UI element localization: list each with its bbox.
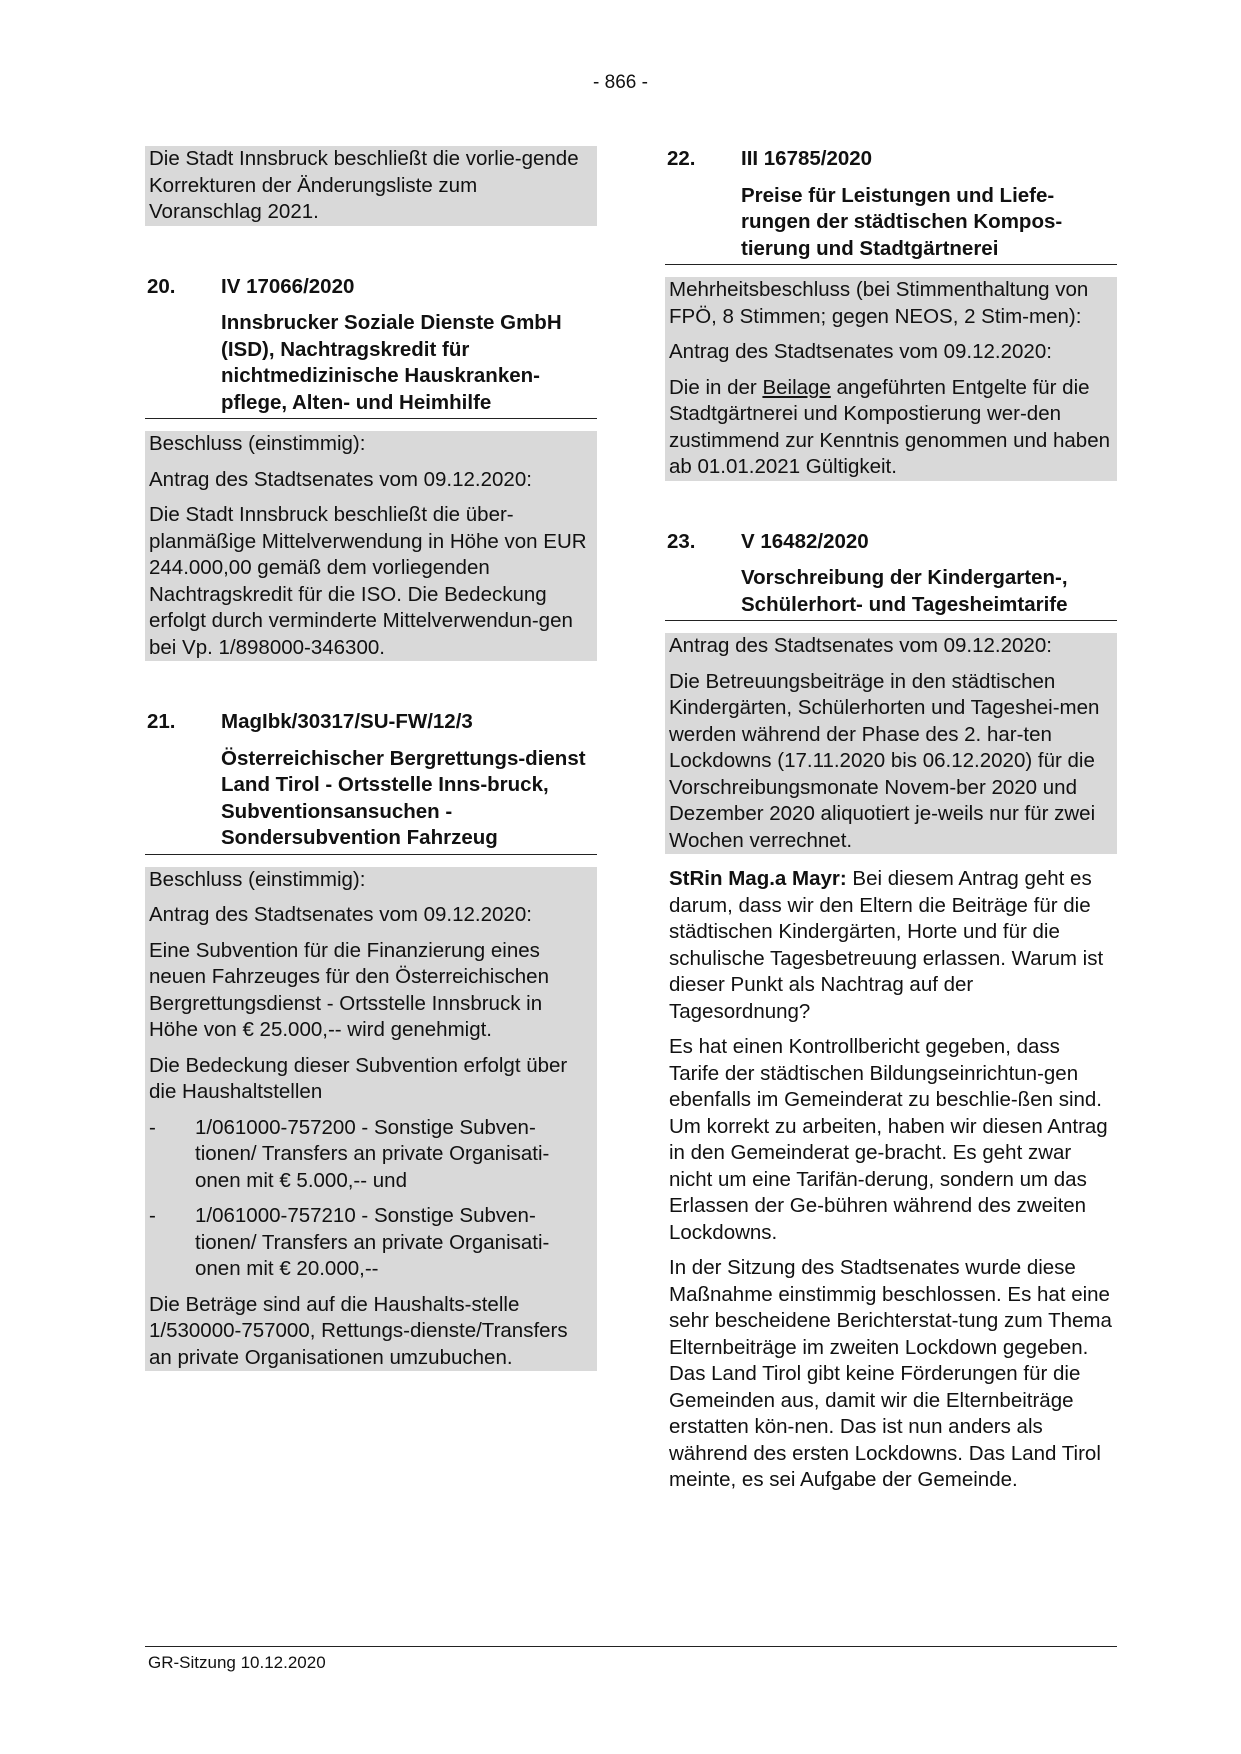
speech-1-text: Bei diesem Antrag geht es darum, dass wir den Eltern die Beiträge für die städtischen Kindergärten, Horte und für die schulische Tagesbetreuung erlassen. Warum ist dieser Punkt als Nachtrag auf der Tagesordnung? (669, 867, 1104, 1023)
footer-session: GR-Sitzung 10.12.2020 (148, 1653, 326, 1672)
list-item-text: 1/061000-757200 - Sonstige Subven-tionen/ Transfers an private Organisati-onen mit € 5.000,-- und (195, 1115, 550, 1192)
item-22 (665, 146, 1117, 481)
item-22-ref: III 16785/2020 (741, 147, 873, 170)
item-23-heading (665, 529, 1117, 556)
item-21-text-3: Die Beträge sind auf die Haushalts-stelle 1/530000-757000, Rettungs-dienste/Transfers an private Organisationen umzubuchen. (149, 1292, 568, 1369)
item-21-number: 21. (147, 710, 176, 733)
item-22-decision: Mehrheitsbeschluss (bei Stimmenthaltung von FPÖ, 8 Stimmen; gegen NEOS, 2 Stim-men): (669, 278, 1089, 328)
item-23 (665, 529, 1117, 1494)
right-column (665, 146, 1117, 1494)
item-23-text: Die Betreuungsbeiträge in den städtischen Kindergärten, Schülerhorten und Tageshei-men werden während der Phase des 2. har-ten Lockdowns (17.11.2020 bis 06.12.2020) für die Vorschreibungsmonate Novem-ber 2020 und Dezember 2020 aliquotiert je-weils nur für zwei Wochen verrechnet. (669, 669, 1100, 852)
page-number: - 866 - (593, 72, 648, 93)
item-23-motion: Antrag des Stadtsenates vom 09.12.2020: (669, 634, 1052, 657)
item-21-title: Österreichischer Bergrettungs-dienst Land Tirol - Ortsstelle Inns-bruck, Subventionsansuchen - Sondersubvention Fahrzeug (145, 746, 597, 855)
footer-divider (145, 1646, 1117, 1647)
item-20-ref: IV 17066/2020 (221, 274, 355, 298)
speech-3: In der Sitzung des Stadtsenates wurde diese Maßnahme einstimmig beschlossen. Es hat eine sehr bescheidene Berichterstat-tung zum Thema Elternbeiträge im zweiten Lockdown gegeben. Das Land Tirol gibt keine Förderungen für die Gemeinden aus, damit wir die Elternbeiträge erstatten kön-nen. Das ist nun anders als während des ersten Lockdowns. Das Land Tirol meinte, es sei Aufgabe der Gemeinde. (669, 1256, 1112, 1491)
item-21-account-list (145, 1115, 597, 1283)
speech-1 (665, 866, 1117, 1025)
beilage-link[interactable]: Beilage (762, 375, 831, 399)
item-20-number: 20. (147, 274, 176, 298)
item-22-heading (665, 146, 1117, 173)
item-22-motion: Antrag des Stadtsenates vom 09.12.2020: (669, 340, 1052, 363)
item-20-decision: Beschluss (einstimmig): (149, 432, 366, 455)
dash-bullet: - (149, 1204, 156, 1227)
item-23-title: Vorschreibung der Kindergarten-, Schülerhort- und Tagesheimtarife (665, 565, 1117, 621)
item-21-heading (145, 709, 597, 736)
item-21 (145, 709, 597, 1371)
item-22-body (665, 277, 1117, 481)
item-22-text-post: angeführten Entgelte für die Stadtgärtnerei und Kompostierung wer-den zustimmend zur Kenntnis genommen und haben ab 01.01.2021 Gültigkeit. (669, 375, 1111, 478)
item-20 (145, 274, 597, 662)
item-20-motion: Antrag des Stadtsenates vom 09.12.2020: (149, 467, 532, 491)
item-21-decision: Beschluss (einstimmig): (149, 867, 366, 891)
item-23-body (665, 633, 1117, 854)
intro-block (145, 146, 597, 226)
list-item (145, 1203, 597, 1283)
item-21-text-2: Die Bedeckung dieser Subvention erfolgt über die Haushaltstellen (149, 1053, 568, 1103)
item-21-ref: MagIbk/30317/SU-FW/12/3 (221, 710, 473, 733)
item-20-text: Die Stadt Innsbruck beschließt die über-planmäßige Mittelverwendung in Höhe von EUR 244.000,00 gemäß dem vorliegenden Nachtragskredit für die ISO. Die Bedeckung erfolgt durch verminderte Mittelverwendun-gen bei Vp. 1/898000-346300. (149, 503, 587, 659)
item-22-text-pre: Die in der (669, 375, 763, 399)
list-item (145, 1115, 597, 1195)
item-23-ref: V 16482/2020 (741, 529, 869, 553)
left-column (145, 146, 597, 1371)
item-22-title: Preise für Leistungen und Liefe-rungen der städtischen Kompos-tierung und Stadtgärtnerei (665, 183, 1117, 266)
item-21-text-1: Eine Subvention für die Finanzierung eines neuen Fahrzeuges für den Österreichischen Bergrettungsdienst - Ortsstelle Innsbruck in Höhe von € 25.000,-- wird genehmigt. (149, 938, 549, 1041)
item-20-title: Innsbrucker Soziale Dienste GmbH (ISD), Nachtragskredit für nichtmedizinische Hauskranken-pflege, Alten- und Heimhilfe (145, 310, 597, 419)
list-item-text: 1/061000-757210 - Sonstige Subven-tionen/ Transfers an private Organisati-onen mit € 20.000,-- (195, 1204, 550, 1280)
dash-bullet: - (149, 1115, 156, 1139)
intro-text: Die Stadt Innsbruck beschließt die vorlie-gende Korrekturen der Änderungsliste zum Voranschlag 2021. (149, 147, 579, 223)
item-21-motion: Antrag des Stadtsenates vom 09.12.2020: (149, 903, 532, 926)
speech-2: Es hat einen Kontrollbericht gegeben, dass Tarife der städtischen Bildungseinrichtun-gen ebenfalls im Gemeinderat zu beschlie-ßen sind. Um korrekt zu arbeiten, haben wir diesen Antrag in den Gemeinderat ge-bracht. Es geht zwar nicht um eine Tarifän-derung, sondern um das Erlassen der Ge-bühren während des zweiten Lockdowns. (669, 1035, 1108, 1244)
item-20-body (145, 431, 597, 661)
item-22-number: 22. (667, 147, 696, 170)
item-20-heading (145, 274, 597, 301)
item-21-body (145, 867, 597, 1372)
item-23-number: 23. (667, 529, 696, 553)
item-22-text (665, 375, 1117, 481)
speaker-name: StRin Mag.a Mayr: (669, 867, 847, 890)
